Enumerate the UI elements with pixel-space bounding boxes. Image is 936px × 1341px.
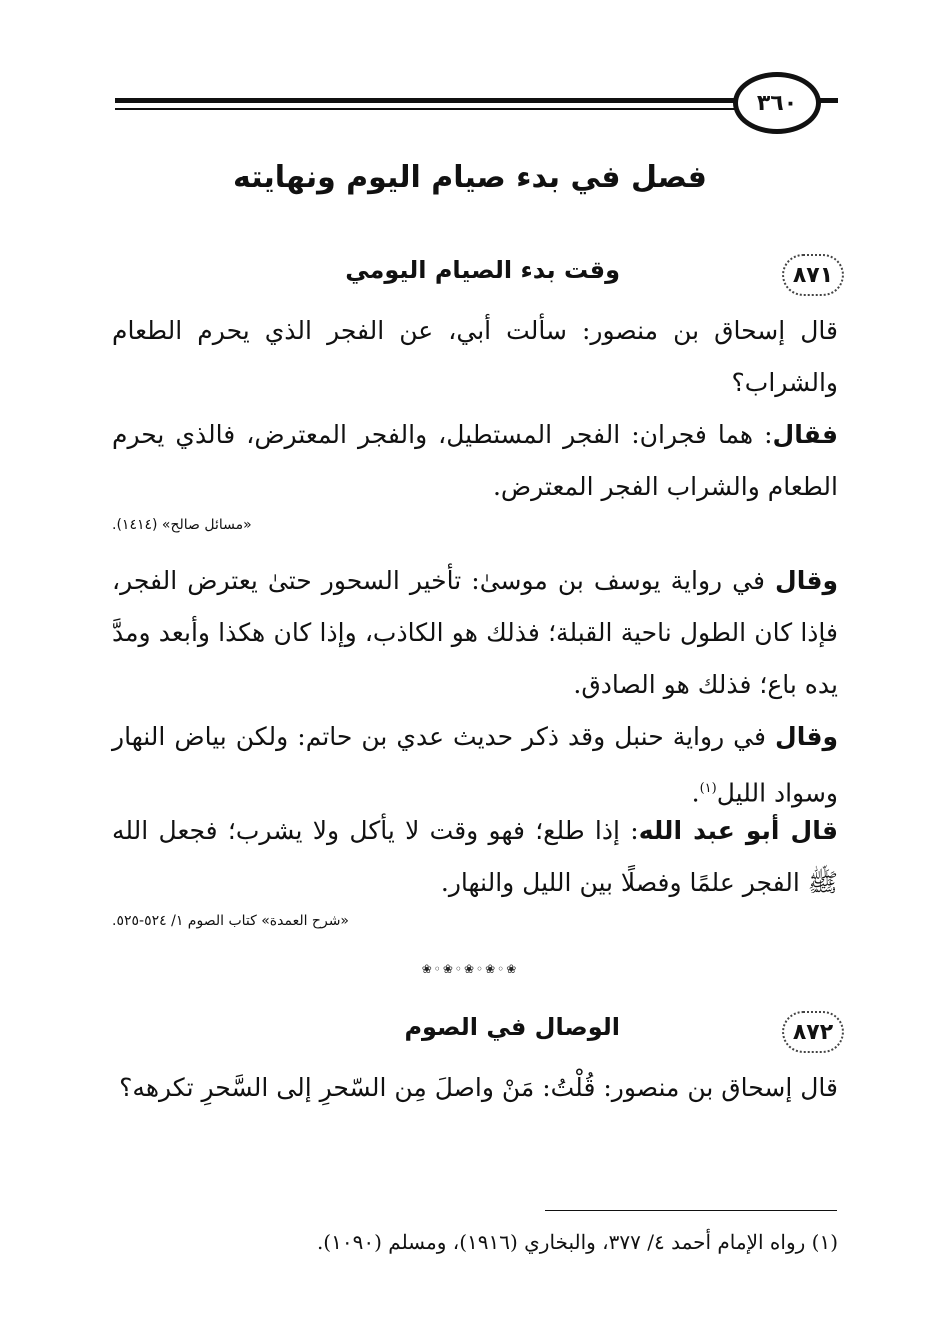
paragraph-lead: قال أبو عبد الله — [638, 816, 838, 845]
paragraph — [112, 805, 838, 909]
header-rule-end — [820, 98, 838, 103]
paragraph-tail: . — [691, 778, 700, 808]
ornament-divider: ❀◦❀◦❀◦❀◦❀ — [421, 962, 519, 976]
paragraph — [112, 555, 838, 711]
source-citation: «مسائل صالح» (١٤١٤). — [112, 517, 252, 533]
paragraph — [112, 1062, 838, 1114]
paragraph — [112, 409, 838, 513]
source-citation: «شرح العمدة» كتاب الصوم ١/ ٥٢٤-٥٢٥. — [112, 913, 349, 929]
paragraph-text: : هما فجران: الفجر المستطيل، والفجر المعترض، فالذي يحرم الطعام والشراب الفجر المعترض. — [112, 420, 838, 501]
header-rule-thick — [115, 98, 735, 103]
paragraph — [112, 305, 838, 409]
paragraph-text: قال إسحاق بن منصور: قُلْتُ: مَنْ واصلَ مِن السّحرِ إلى السَّحرِ تكرهه؟ — [119, 1073, 838, 1102]
footnote-rule — [545, 1210, 837, 1211]
header-rule-thin — [115, 108, 735, 110]
entry-number-871: ٨٧١ — [782, 254, 844, 296]
paragraph-text: : إذا طلع؛ فهو وقت لا يأكل ولا يشرب؛ فجعل الله ﷺ الفجر علمًا وفصلًا بين الليل والنهار. — [112, 816, 838, 897]
paragraph-lead: وقال — [775, 566, 838, 595]
footnote-marker[interactable]: (١) — [699, 781, 717, 796]
paragraph-lead: فقال — [772, 420, 838, 449]
paragraph-lead: وقال — [775, 722, 838, 751]
entry-title-871: وقت بدء الصيام اليومي — [345, 256, 620, 284]
chapter-title: فصل في بدء صيام اليوم ونهايته — [233, 160, 707, 195]
paragraph-text: في رواية يوسف بن موسىٰ: تأخير السحور حتىٰ يعترض الفجر، فإذا كان الطول ناحية القبلة؛ فذلك هو الكاذب، وإذا كان هكذا وأبعد ومدَّ يده باع؛ فذلك هو الصادق. — [112, 566, 838, 699]
paragraph-text: قال إسحاق بن منصور: سألت أبي، عن الفجر الذي يحرم الطعام والشراب؟ — [112, 316, 838, 397]
paragraph-text: في رواية حنبل وقد ذكر حديث عدي بن حاتم: ولكن بياض النهار وسواد الليل — [112, 722, 838, 808]
entry-title-872: الوصال في الصوم — [404, 1013, 620, 1041]
page-number: ٣٦٠ — [733, 72, 821, 134]
paragraph — [112, 711, 838, 819]
entry-number-872: ٨٧٢ — [782, 1011, 844, 1053]
footnote: (١) رواه الإمام أحمد ٤/ ٣٧٧، والبخاري (١٩١٦)، ومسلم (١٠٩٠). — [316, 1230, 838, 1254]
